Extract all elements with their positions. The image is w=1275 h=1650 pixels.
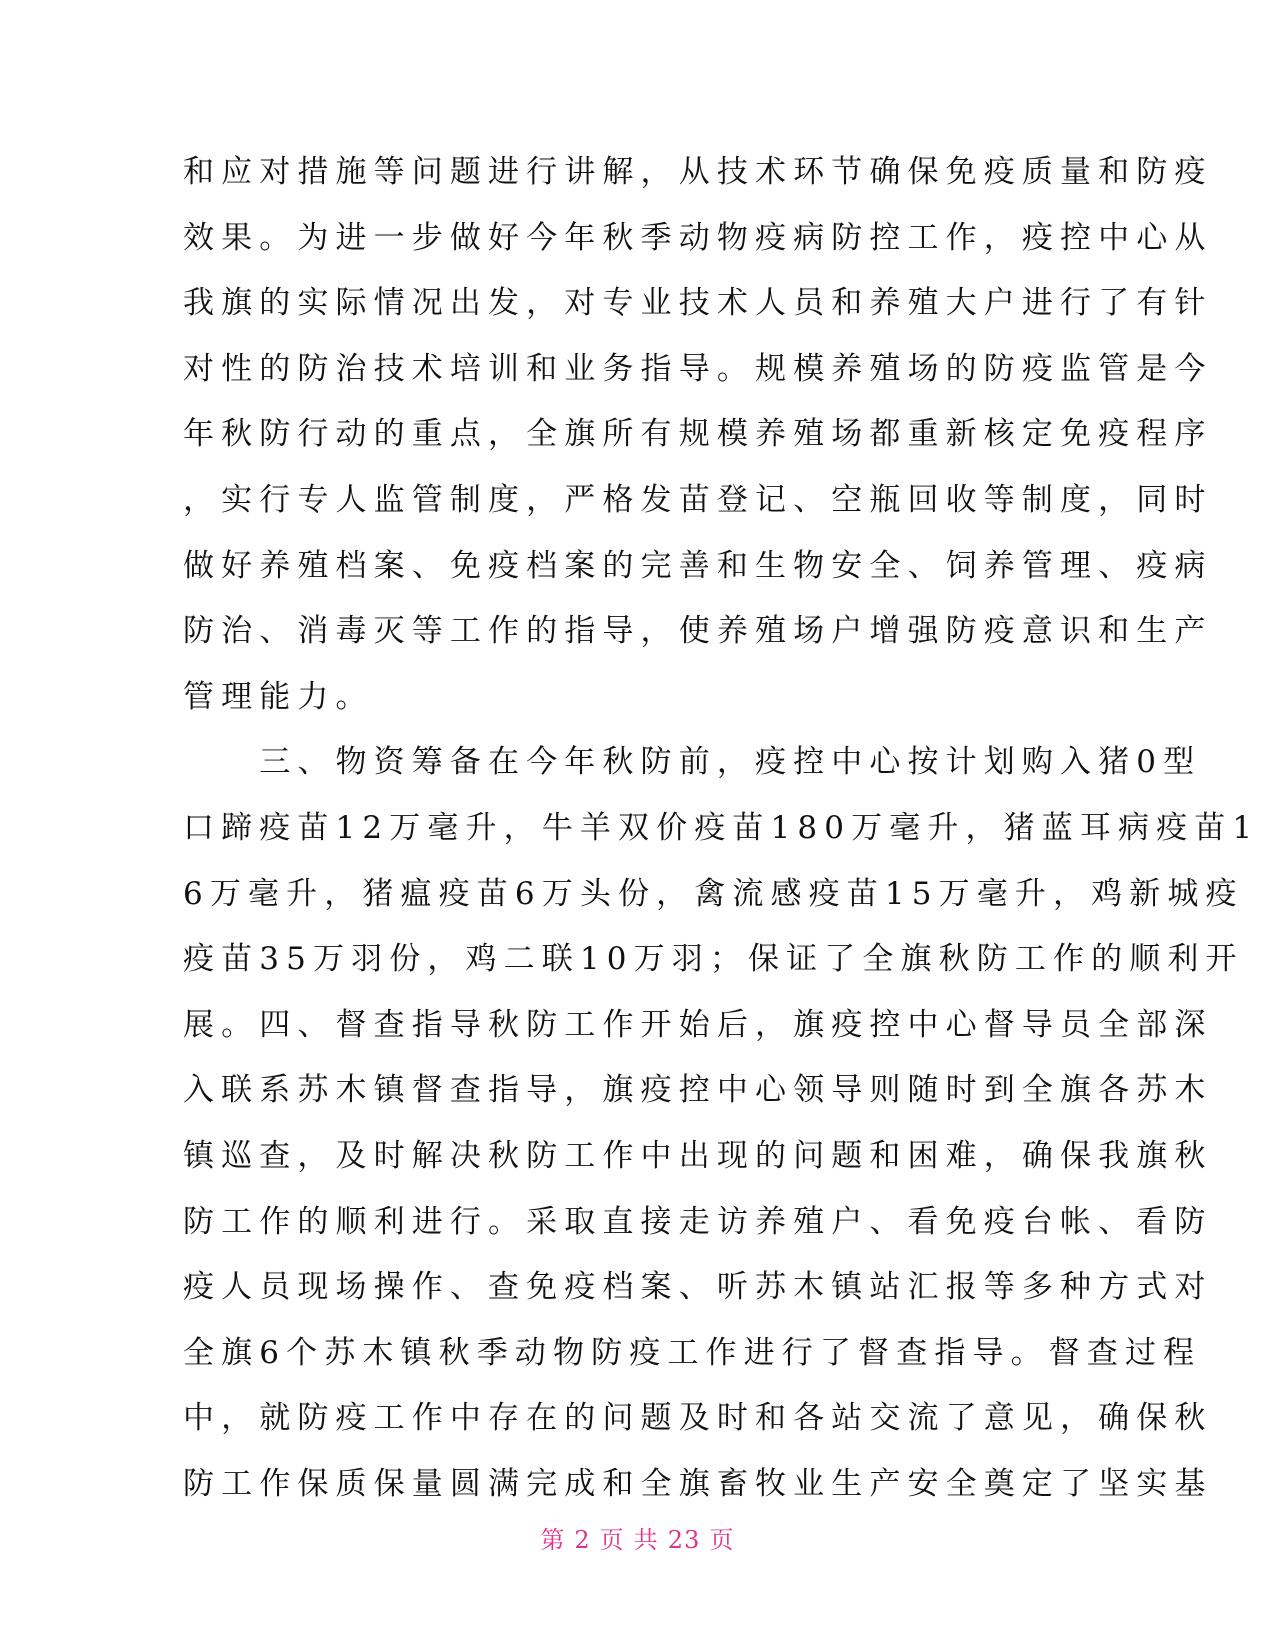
text-line: 入联系苏木镇督查指导，旗疫控中心领导则随时到全旗各苏木 [183,1072,1213,1109]
text-line: 展。四、督查指导秋防工作开始后，旗疫控中心督导员全部深 [183,1006,1213,1043]
text-line: 和应对措施等问题进行讲解，从技术环节确保免疫质量和防疫 [183,154,1213,190]
text-line: ，实行专人监管制度，严格发苗登记、空瓶回收等制度，同时 [183,481,1213,518]
text-line: 疫苗35万羽份，鸡二联10万羽；保证了全旗秋防工作的顺利开 [183,941,1244,978]
text-line: 防工作的顺利进行。采取直接走访养殖户、看免疫台帐、看防 [183,1203,1213,1240]
text-line: 口蹄疫苗12万毫升，牛羊双价疫苗180万毫升，猪蓝耳病疫苗1 [183,809,1260,846]
text-line: 防工作保质保量圆满完成和全旗畜牧业生产安全奠定了坚实基 [183,1465,1213,1502]
body-text [183,140,1260,1517]
text-line: 对性的防治技术培训和业务指导。规模养殖场的防疫监管是今 [183,350,1213,387]
text-line: 6万毫升，猪瘟疫苗6万头份，禽流感疫苗15万毫升，鸡新城疫 [183,875,1244,912]
text-line: 疫人员现场操作、查免疫档案、听苏木镇站汇报等多种方式对 [183,1269,1213,1306]
text-line: 镇巡查，及时解决秋防工作中出现的问题和困难，确保我旗秋 [183,1137,1213,1174]
text-line: 全旗6个苏木镇秋季动物防疫工作进行了督查指导。督查过程 [183,1334,1202,1371]
text-line: 防治、消毒灭等工作的指导，使养殖场户增强防疫意识和生产 [183,613,1213,650]
text-line: 做好养殖档案、免疫档案的完善和生物安全、饲养管理、疫病 [183,547,1213,584]
text-line: 管理能力。 [183,678,374,715]
text-line: 效果。为进一步做好今年秋季动物疫病防控工作，疫控中心从 [183,219,1213,256]
text-line: 我旗的实际情况出发，对专业技术人员和养殖大户进行了有针 [183,285,1213,322]
text-line: 三、物资筹备在今年秋防前，疫控中心按计划购入猪0型 [183,744,1202,781]
text-line: 年秋防行动的重点，全旗所有规模养殖场都重新核定免疫程序 [183,416,1213,453]
page-number: 第 2 页 共 23 页 [540,1526,735,1554]
page-footer [0,1520,1275,1555]
text-line: 中，就防疫工作中存在的问题及时和各站交流了意见，确保秋 [183,1400,1213,1437]
